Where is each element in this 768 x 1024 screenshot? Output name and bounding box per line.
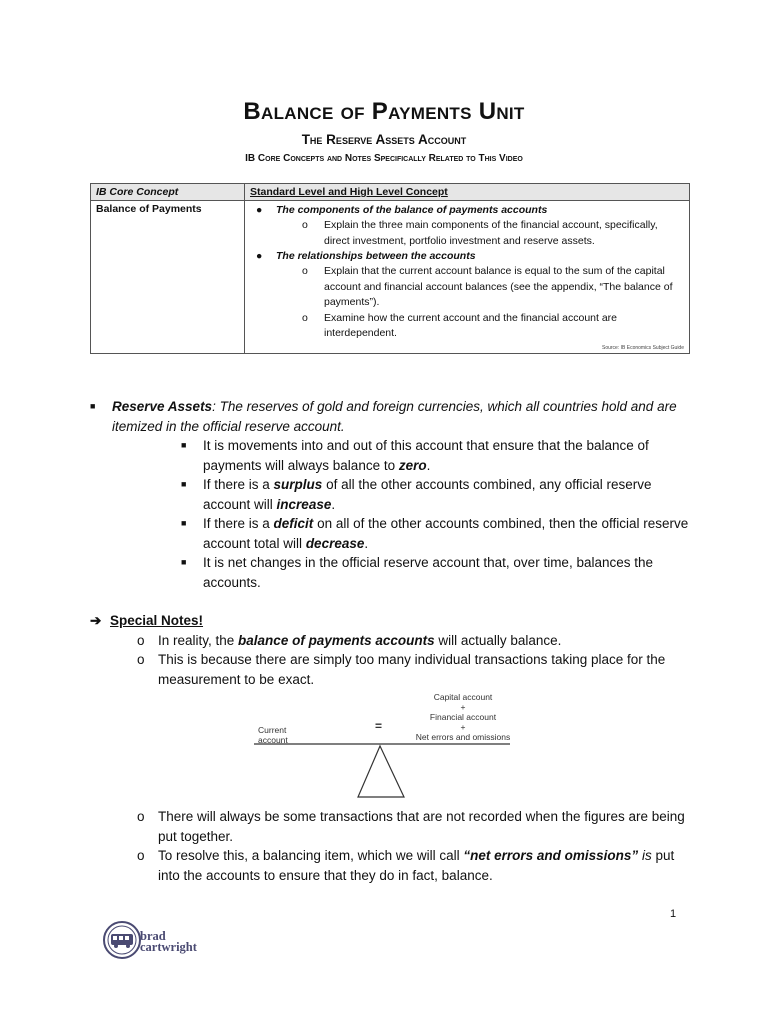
circle-bullet-icon: o — [137, 848, 145, 863]
circle-bullet-icon: o — [302, 311, 308, 324]
bullet-icon: ● — [256, 250, 263, 262]
table-row — [91, 201, 690, 354]
point-text: of all the other accounts combined, any official reserve account will — [203, 477, 652, 512]
list-item — [90, 846, 690, 885]
point-text: It is movements into and out of this account that ensure that the balance of payments will always balance to — [203, 438, 649, 473]
point-emphasis: zero — [398, 457, 427, 473]
table-header-row — [91, 184, 690, 201]
list-subitem — [250, 218, 684, 249]
list-item — [90, 436, 690, 475]
note-text: This is because there are simply too many individual transactions taking place for the measurement to be exact. — [158, 652, 666, 687]
list-item-text: The relationships between the accounts — [276, 250, 476, 262]
circle-bullet-icon: o — [137, 652, 145, 667]
note-emphasis: balance of payments accounts — [238, 632, 435, 648]
page-subsubtitle: IB Core Concepts and Notes Specifically Related to This Video — [245, 153, 523, 164]
square-bullet-icon: ■ — [181, 518, 187, 528]
source-note: Source: IB Economics Subject Guide — [602, 344, 684, 351]
list-subitem-text: Explain the three main components of the financial account, specifically, direct investment, portfolio investment and reserve assets. — [324, 219, 658, 247]
logo-text-line: cartwright — [140, 940, 197, 954]
table-header-cell: IB Core Concept — [91, 184, 245, 201]
diagram-label-line: + — [460, 722, 466, 732]
bullet-icon: ● — [256, 204, 263, 216]
definition-text: : The reserves of gold and foreign currencies, which all countries hold and are itemized in the official reserve account. — [112, 399, 677, 434]
table-header-cell: Standard Level and High Level Concept — [245, 184, 690, 201]
definition-term: Reserve Assets — [112, 399, 213, 414]
note-text: There will always be some transactions that are not recorded when the figures are being put together. — [158, 809, 685, 844]
note-text: In reality, the — [158, 632, 239, 648]
list-item — [250, 249, 684, 264]
list-item — [90, 807, 690, 846]
list-item — [90, 553, 690, 592]
list-subitem — [250, 311, 684, 342]
note-text: To resolve this, a balancing item, which we will call — [158, 848, 464, 863]
square-bullet-icon: ■ — [181, 479, 187, 489]
diagram-left-label — [258, 725, 288, 745]
list-subitem-text: Examine how the current account and the financial account are interdependent. — [324, 311, 618, 339]
point-text: If there is a — [203, 516, 274, 531]
table-concept-cell — [245, 201, 690, 354]
point-text: . — [364, 535, 369, 551]
point-text: It is net changes in the official reserve account that, over time, balances the accounts. — [203, 555, 654, 590]
arrow-right-icon: ➔ — [90, 613, 102, 628]
list-item — [90, 650, 690, 689]
brand-logo — [102, 914, 222, 964]
point-text: . — [331, 496, 336, 512]
diagram-label-line: Current — [258, 725, 287, 735]
diagram-label-line: Net errors and omissions — [415, 732, 511, 742]
circle-bullet-icon: o — [137, 632, 145, 648]
special-notes-title: Special Notes! — [110, 613, 204, 628]
point-text: . — [426, 457, 431, 473]
list-item — [90, 631, 690, 651]
logo-wordmark — [140, 931, 197, 953]
note-text: put into the accounts to ensure that they do in fact, balance. — [158, 848, 675, 883]
point-emphasis: increase — [276, 496, 332, 512]
circle-bullet-icon: o — [302, 219, 308, 231]
list-item — [90, 475, 690, 514]
list-item — [90, 514, 690, 553]
square-bullet-icon: ■ — [181, 557, 187, 567]
diagram-right-label — [408, 692, 518, 742]
list-subitem-text: Explain that the current account balance is equal to the sum of the capital account and financial account balances (see the appendix, “The balance of payments”). — [324, 265, 673, 308]
note-text: will actually balance. — [434, 632, 562, 648]
square-bullet-icon: ■ — [90, 401, 96, 411]
diagram-equals: = — [375, 719, 383, 733]
logo-text-line: brad — [140, 929, 166, 943]
list-item — [250, 203, 684, 218]
bus-logo-icon — [102, 920, 142, 960]
page-subtitle: The Reserve Assets Account — [301, 132, 467, 147]
diagram-label-line: + — [460, 702, 466, 712]
page-title: Balance of Payments Unit — [243, 98, 525, 125]
list-subitem — [250, 264, 684, 311]
note-emphasis: “net errors and omissions” — [463, 848, 639, 863]
circle-bullet-icon: o — [302, 265, 308, 277]
list-item-text: The components of the balance of payments accounts — [276, 204, 548, 216]
point-emphasis: deficit — [273, 516, 314, 531]
balance-diagram — [248, 690, 518, 800]
diagram-label-line: account — [258, 735, 288, 745]
diagram-label-line: Capital account — [433, 692, 493, 702]
diagram-label-line: Financial account — [429, 712, 497, 722]
point-text: on all of the other accounts combined, then the official reserve account total will — [203, 516, 689, 551]
core-concepts-table — [90, 183, 690, 354]
special-notes-heading — [90, 611, 690, 631]
note-italic: is — [641, 848, 652, 863]
reserve-assets-definition — [90, 397, 690, 436]
main-content — [90, 397, 690, 885]
square-bullet-icon: ■ — [181, 440, 187, 450]
point-emphasis: surplus — [273, 477, 323, 492]
page-number: 1 — [670, 908, 677, 920]
circle-bullet-icon: o — [137, 809, 145, 824]
point-emphasis: decrease — [305, 535, 365, 551]
table-row-label: Balance of Payments — [91, 201, 245, 354]
point-text: If there is a — [203, 477, 274, 492]
